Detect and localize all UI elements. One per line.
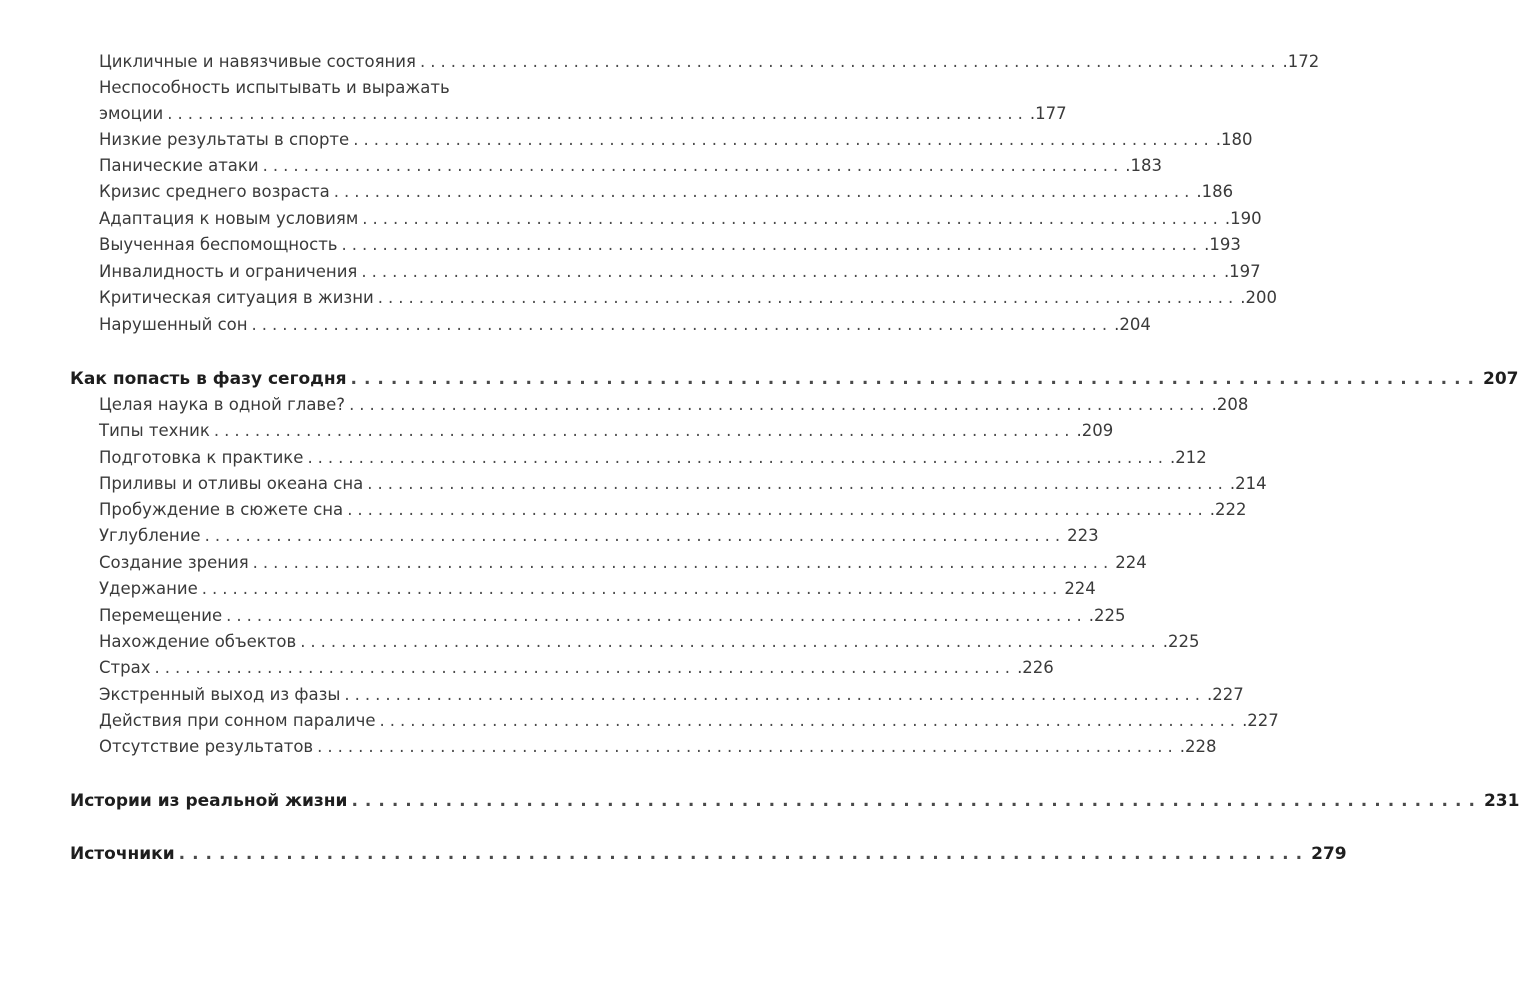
- chapter-page: 279: [1311, 844, 1347, 864]
- entry-title: Низкие результаты в спорте: [99, 130, 350, 149]
- dot-leader: ....................................................................................: [367, 474, 1228, 493]
- entry-title: Выученная беспомощность: [99, 235, 338, 254]
- toc-entry: [99, 312, 1151, 338]
- dot-leader: ....................................................................................: [178, 844, 1310, 864]
- toc-entry: [99, 471, 1267, 497]
- entry-page: .193: [1204, 235, 1241, 254]
- entry-page: .212: [1170, 448, 1207, 467]
- dot-leader: ....................................................................................: [317, 737, 1178, 756]
- toc-entry: [99, 550, 1147, 576]
- dot-leader: ....................................................................................: [353, 130, 1214, 149]
- entry-page: .172: [1282, 52, 1320, 71]
- entry-page: .204: [1114, 315, 1151, 334]
- entry-title: Типы техник: [99, 421, 210, 440]
- dot-leader: ....................................................................................: [213, 421, 1075, 440]
- entry-page: .209: [1076, 421, 1114, 440]
- entry-page: .183: [1125, 156, 1162, 175]
- dot-leader: ....................................................................................: [349, 395, 1210, 414]
- dot-leader: ....................................................................................: [351, 791, 1482, 811]
- chapter-title: Как попасть в фазу сегодня: [70, 369, 347, 389]
- dot-leader: ....................................................................................: [361, 262, 1222, 281]
- chapter-title: Источники: [70, 844, 175, 864]
- entry-page: .222: [1209, 500, 1247, 519]
- chapter-page: 231: [1483, 791, 1519, 811]
- dot-leader: ....................................................................................: [167, 104, 1028, 123]
- toc-entry: [99, 523, 1099, 549]
- toc-entry: [99, 259, 1261, 285]
- entry-page: .214: [1229, 474, 1267, 493]
- toc-entry: [99, 629, 1200, 655]
- entry-title: Адаптация к новым условиям: [99, 209, 359, 228]
- dot-leader: ....................................................................................: [347, 500, 1208, 519]
- entry-title: Углубление: [99, 526, 201, 545]
- toc-entry: [99, 734, 1217, 760]
- dot-leader: ....................................................................................: [362, 209, 1223, 228]
- entry-title: Пробуждение в сюжете сна: [99, 500, 344, 519]
- toc-chapter: [70, 841, 1347, 867]
- toc-entry: [99, 576, 1096, 602]
- entry-page: .180: [1215, 130, 1253, 149]
- toc-entry: [99, 418, 1114, 444]
- toc-entry: [99, 101, 1067, 127]
- entry-page: .190: [1224, 209, 1262, 228]
- toc-entry: [99, 655, 1054, 681]
- dot-leader: ....................................................................................: [154, 658, 1016, 677]
- dot-leader: ....................................................................................: [226, 606, 1087, 625]
- entry-page: .186: [1196, 182, 1234, 201]
- toc-entry: [99, 127, 1253, 153]
- entry-page: .225: [1162, 632, 1200, 651]
- toc-entry: [99, 232, 1241, 258]
- toc-entry: [99, 708, 1279, 734]
- entry-title: Удержание: [99, 579, 198, 598]
- entry-title: Инвалидность и ограничения: [99, 262, 358, 281]
- entry-title: Приливы и отливы океана сна: [99, 474, 364, 493]
- entry-title: Критическая ситуация в жизни: [99, 288, 374, 307]
- toc-chapter: [70, 788, 1519, 814]
- dot-leader: ....................................................................................: [341, 235, 1203, 254]
- dot-leader: ....................................................................................: [262, 156, 1124, 175]
- entry-page: .228: [1179, 737, 1217, 756]
- toc-entry: [99, 179, 1234, 205]
- dot-leader: ....................................................................................: [377, 288, 1239, 307]
- entry-page: .227: [1242, 711, 1279, 730]
- dot-leader: ....................................................................................: [300, 632, 1161, 651]
- dot-leader: ....................................................................................: [333, 182, 1195, 201]
- toc-entry: [99, 206, 1262, 232]
- entry-page: .208: [1211, 395, 1249, 414]
- toc-entry: [99, 682, 1244, 708]
- entry-title: Неспособность испытывать и выражать: [99, 78, 450, 97]
- dot-leader: ....................................................................................: [344, 685, 1205, 704]
- entry-page: .226: [1017, 658, 1054, 677]
- entry-title: Панические атаки: [99, 156, 259, 175]
- entry-page: 223: [1067, 526, 1099, 545]
- entry-page: 224: [1064, 579, 1096, 598]
- toc-entry: [99, 153, 1162, 179]
- toc-entry: [99, 49, 1320, 75]
- dot-leader: ....................................................................................: [307, 448, 1169, 467]
- toc-entry: [99, 603, 1126, 629]
- dot-leader: ....................................................................................: [201, 579, 1063, 598]
- entry-title: эмоции: [99, 104, 164, 123]
- entry-title: Кризис среднего возраста: [99, 182, 330, 201]
- dot-leader: ....................................................................................: [252, 553, 1114, 572]
- entry-page: .197: [1223, 262, 1261, 281]
- entry-page: .177: [1029, 104, 1067, 123]
- entry-title: Цикличные и навязчивые состояния: [99, 52, 416, 71]
- entry-title: Целая наука в одной главе?: [99, 395, 346, 414]
- dot-leader: ....................................................................................: [350, 369, 1481, 389]
- entry-title: Создание зрения: [99, 553, 249, 572]
- toc-chapter: [70, 366, 1519, 392]
- dot-leader: ....................................................................................: [419, 52, 1281, 71]
- entry-title: Нахождение объектов: [99, 632, 297, 651]
- toc-entry: [99, 497, 1247, 523]
- dot-leader: ....................................................................................: [204, 526, 1066, 545]
- entry-page: 224: [1115, 553, 1147, 572]
- entry-title: Подготовка к практике: [99, 448, 304, 467]
- entry-page: .200: [1240, 288, 1278, 307]
- entry-page: .227: [1206, 685, 1244, 704]
- entry-title: Нарушенный сон: [99, 315, 248, 334]
- entry-title: Страх: [99, 658, 151, 677]
- toc-entry: [99, 392, 1249, 418]
- entry-title: Действия при сонном параличе: [99, 711, 376, 730]
- chapter-page: 207: [1483, 369, 1519, 389]
- entry-title: Экстренный выход из фазы: [99, 685, 341, 704]
- chapter-title: Истории из реальной жизни: [70, 791, 348, 811]
- dot-leader: ....................................................................................: [251, 315, 1113, 334]
- entry-page: .225: [1088, 606, 1126, 625]
- toc-entry: [99, 445, 1207, 471]
- toc-entry: [99, 285, 1278, 311]
- toc-entry: [99, 75, 513, 101]
- entry-title: Перемещение: [99, 606, 223, 625]
- dot-leader: ....................................................................................: [379, 711, 1241, 730]
- entry-title: Отсутствие результатов: [99, 737, 314, 756]
